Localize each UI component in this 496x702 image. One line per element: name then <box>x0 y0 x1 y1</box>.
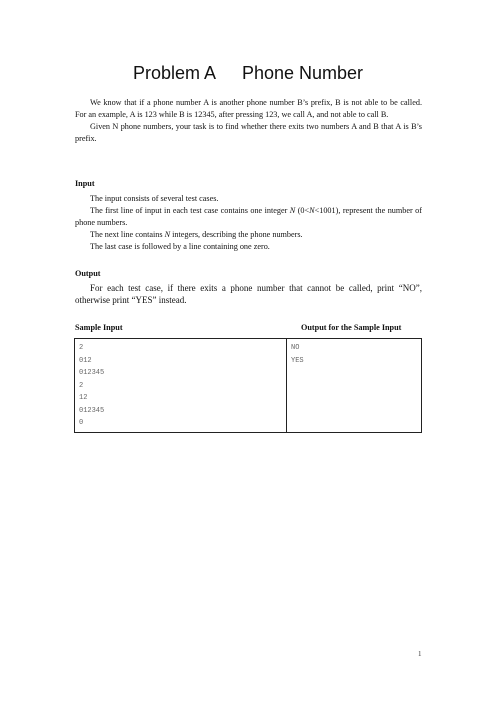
input-paragraph: The input consists of several test cases. <box>90 194 219 203</box>
sample-input-line: 012345 <box>79 369 105 377</box>
sample-input-heading: Sample Input <box>75 323 123 332</box>
sample-input-line: 0 <box>79 419 84 427</box>
text-run: The next line contains <box>90 230 165 239</box>
output-paragraph: For each test case, if there exits a phone number that cannot be called, print “NO”, otherwise print “YES” instead. <box>75 283 422 305</box>
sample-output-line: NO <box>291 344 300 352</box>
sample-input-line: 012345 <box>79 406 105 415</box>
sample-input-cell <box>75 339 287 433</box>
input-paragraph <box>75 229 422 241</box>
variable-n: N <box>164 230 171 239</box>
input-paragraph: The last case is followed by a line containing one zero. <box>90 242 270 251</box>
sample-output-cell <box>287 339 422 433</box>
input-heading: Input <box>75 179 95 188</box>
output-heading: Output <box>75 269 101 278</box>
output-description <box>75 282 422 306</box>
sample-input-line: 12 <box>79 394 88 402</box>
problem-name: Phone Number <box>241 63 364 83</box>
statement-paragraph: Given N phone numbers, your task is to find whether there exits two numbers A and B that A is B’s prefix. <box>75 122 422 143</box>
input-paragraph <box>75 205 422 229</box>
sample-input-line: 2 <box>79 381 84 390</box>
sample-input-line: 012 <box>79 356 92 365</box>
problem-label: Problem A <box>132 63 216 83</box>
sample-output-heading: Output for the Sample Input <box>301 323 402 332</box>
text-run: (0< <box>295 206 310 215</box>
text-run: <1001), represent the number of phone numbers. <box>75 206 422 227</box>
statement-paragraph: We know that if a phone number A is another phone number B’s prefix, B is not able to be called. For an example, A is 123 while B is 12345, after pressing 123, we call A, and not able to call B. <box>75 98 422 119</box>
sample-output-line: YES <box>291 356 304 365</box>
problem-statement <box>75 97 422 145</box>
sample-input-line: 2 <box>79 344 84 352</box>
text-run: The first line of input in each test case contains one integer <box>90 206 290 215</box>
input-description <box>75 193 422 253</box>
sample-table <box>74 338 422 433</box>
variable-n: N <box>309 206 315 215</box>
page-number: 1 <box>418 650 422 658</box>
page-title <box>0 63 496 84</box>
variable-n: N <box>289 206 296 215</box>
text-run: integers, describing the phone numbers. <box>170 230 303 239</box>
